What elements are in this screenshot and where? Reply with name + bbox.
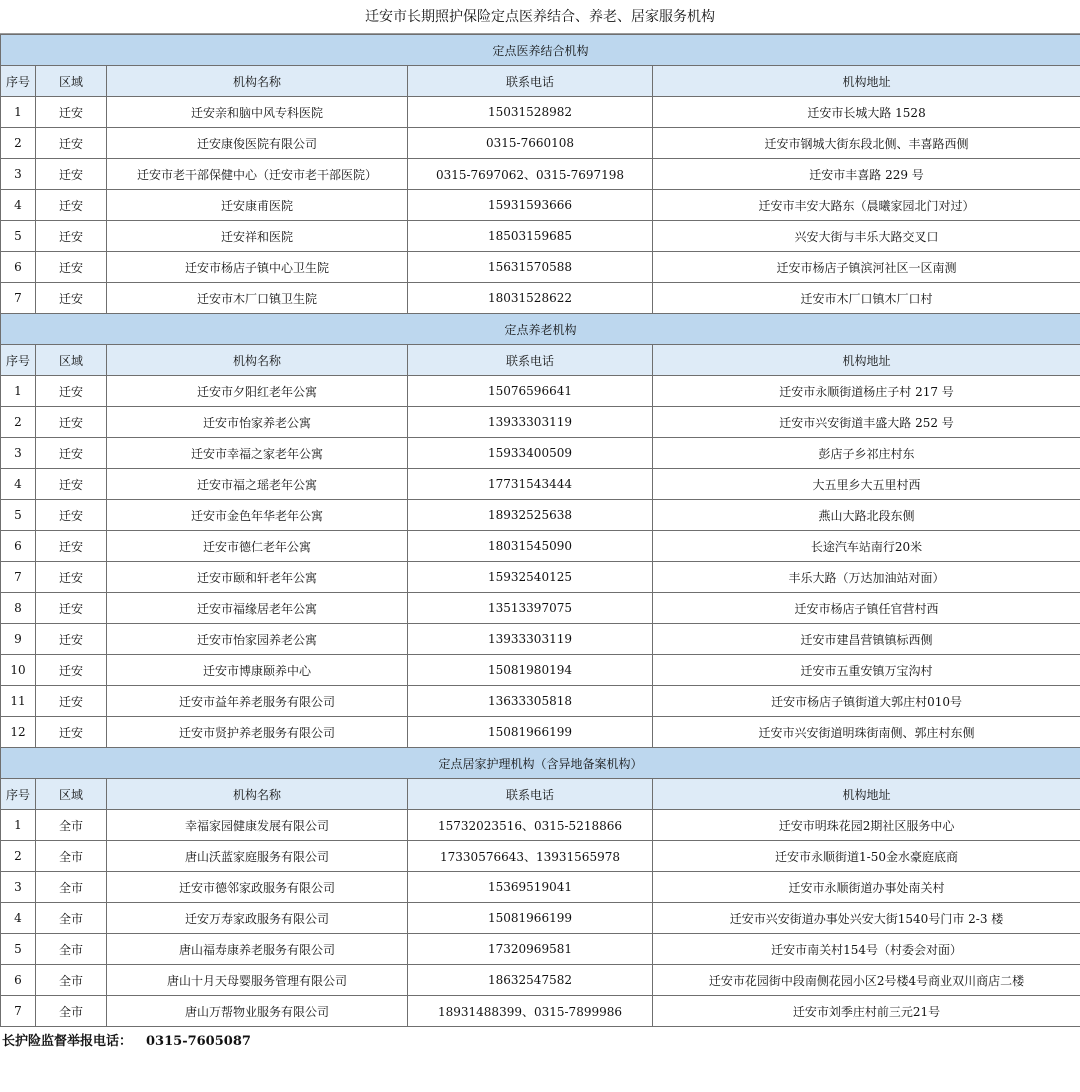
- row-index-cell: 2: [1, 841, 36, 872]
- row-index-cell: 5: [1, 221, 36, 252]
- phone-cell: 18503159685: [408, 221, 653, 252]
- phone-cell: 18031545090: [408, 531, 653, 562]
- address-cell: 迁安市刘季庄村前三元21号: [653, 996, 1080, 1027]
- region-cell: 迁安: [36, 531, 107, 562]
- row-index-cell: 9: [1, 624, 36, 655]
- row-index-cell: 6: [1, 531, 36, 562]
- table-row: [1, 934, 1080, 965]
- phone-cell: 13933303119: [408, 407, 653, 438]
- table-row: [1, 438, 1080, 469]
- phone-cell: 0315-7697062、0315-7697198: [408, 159, 653, 190]
- row-index-cell: 7: [1, 562, 36, 593]
- region-cell: 迁安: [36, 438, 107, 469]
- region-cell: 迁安: [36, 407, 107, 438]
- table-row: [1, 810, 1080, 841]
- column-header-name: 机构名称: [107, 779, 408, 810]
- phone-cell: 0315-7660108: [408, 128, 653, 159]
- address-cell: 迁安市永顺街道1-50金水豪庭底商: [653, 841, 1080, 872]
- section-header-row: [1, 35, 1080, 66]
- phone-cell: 18632547582: [408, 965, 653, 996]
- region-cell: 迁安: [36, 717, 107, 748]
- table-row: [1, 996, 1080, 1027]
- column-header-name: 机构名称: [107, 66, 408, 97]
- row-index-cell: 12: [1, 717, 36, 748]
- region-cell: 迁安: [36, 190, 107, 221]
- address-cell: 迁安市永顺街道杨庄子村 217 号: [653, 376, 1080, 407]
- address-cell: 迁安市杨店子镇街道大郭庄村010号: [653, 686, 1080, 717]
- phone-cell: 15931593666: [408, 190, 653, 221]
- address-cell: 迁安市丰安大路东（晨曦家园北门对过）: [653, 190, 1080, 221]
- phone-cell: 13933303119: [408, 624, 653, 655]
- name-cell: 幸福家园健康发展有限公司: [107, 810, 408, 841]
- address-cell: 长途汽车站南行20米: [653, 531, 1080, 562]
- address-cell: 迁安市木厂口镇木厂口村: [653, 283, 1080, 314]
- row-index-cell: 5: [1, 934, 36, 965]
- address-cell: 迁安市丰喜路 229 号: [653, 159, 1080, 190]
- table-row: [1, 376, 1080, 407]
- row-index-cell: 2: [1, 407, 36, 438]
- phone-cell: 15369519041: [408, 872, 653, 903]
- column-header-address: 机构地址: [653, 779, 1080, 810]
- table-row: [1, 159, 1080, 190]
- region-cell: 全市: [36, 934, 107, 965]
- table-row: [1, 531, 1080, 562]
- name-cell: 迁安市福之瑶老年公寓: [107, 469, 408, 500]
- address-cell: 迁安市明珠花园2期社区服务中心: [653, 810, 1080, 841]
- phone-cell: 15081980194: [408, 655, 653, 686]
- row-index-cell: 1: [1, 810, 36, 841]
- row-index-cell: 4: [1, 903, 36, 934]
- table-row: [1, 717, 1080, 748]
- column-header-row: [1, 345, 1080, 376]
- phone-cell: 15081966199: [408, 717, 653, 748]
- region-cell: 迁安: [36, 500, 107, 531]
- name-cell: 迁安市怡家养老公寓: [107, 407, 408, 438]
- row-index-cell: 7: [1, 283, 36, 314]
- phone-cell: 18931488399、0315-7899986: [408, 996, 653, 1027]
- table-row: [1, 190, 1080, 221]
- table-row: [1, 686, 1080, 717]
- name-cell: 迁安祥和医院: [107, 221, 408, 252]
- row-index-cell: 8: [1, 593, 36, 624]
- table-row: [1, 469, 1080, 500]
- table-row: [1, 965, 1080, 996]
- name-cell: 迁安市怡家园养老公寓: [107, 624, 408, 655]
- phone-cell: 13633305818: [408, 686, 653, 717]
- table-row: [1, 872, 1080, 903]
- footer-label: 长护险监督举报电话：: [2, 1034, 133, 1049]
- column-header-index: 序号: [1, 779, 36, 810]
- table-row: [1, 221, 1080, 252]
- name-cell: 唐山万帮物业服务有限公司: [107, 996, 408, 1027]
- phone-cell: 13513397075: [408, 593, 653, 624]
- table-row: [1, 500, 1080, 531]
- footer-note: [0, 1027, 1080, 1057]
- phone-cell: 18932525638: [408, 500, 653, 531]
- region-cell: 迁安: [36, 97, 107, 128]
- name-cell: 唐山十月天母婴服务管理有限公司: [107, 965, 408, 996]
- phone-cell: 15933400509: [408, 438, 653, 469]
- footer-phone: 0315-7605087: [146, 1034, 251, 1049]
- region-cell: 迁安: [36, 469, 107, 500]
- region-cell: 全市: [36, 872, 107, 903]
- region-cell: 全市: [36, 965, 107, 996]
- institution-table: [0, 34, 1080, 1027]
- address-cell: 迁安市长城大路 1528: [653, 97, 1080, 128]
- name-cell: 唐山沃蓝家庭服务有限公司: [107, 841, 408, 872]
- table-row: [1, 562, 1080, 593]
- address-cell: 迁安市杨店子镇滨河社区一区南测: [653, 252, 1080, 283]
- address-cell: 迁安市兴安街道办事处兴安大街1540号门市 2-3 楼: [653, 903, 1080, 934]
- row-index-cell: 11: [1, 686, 36, 717]
- name-cell: 迁安万寿家政服务有限公司: [107, 903, 408, 934]
- row-index-cell: 5: [1, 500, 36, 531]
- row-index-cell: 10: [1, 655, 36, 686]
- region-cell: 迁安: [36, 221, 107, 252]
- section-header-row: [1, 314, 1080, 345]
- row-index-cell: 1: [1, 97, 36, 128]
- name-cell: 迁安市木厂口镇卫生院: [107, 283, 408, 314]
- column-header-phone: 联系电话: [408, 779, 653, 810]
- address-cell: 迁安市五重安镇万宝沟村: [653, 655, 1080, 686]
- column-header-row: [1, 779, 1080, 810]
- row-index-cell: 6: [1, 252, 36, 283]
- address-cell: 迁安市兴安街道丰盛大路 252 号: [653, 407, 1080, 438]
- name-cell: 迁安市贤护养老服务有限公司: [107, 717, 408, 748]
- column-header-index: 序号: [1, 66, 36, 97]
- phone-cell: 15076596641: [408, 376, 653, 407]
- region-cell: 迁安: [36, 128, 107, 159]
- phone-cell: 15081966199: [408, 903, 653, 934]
- table-row: [1, 283, 1080, 314]
- row-index-cell: 3: [1, 872, 36, 903]
- address-cell: 迁安市建昌营镇镇标西侧: [653, 624, 1080, 655]
- column-header-row: [1, 66, 1080, 97]
- name-cell: 迁安市金色年华老年公寓: [107, 500, 408, 531]
- row-index-cell: 2: [1, 128, 36, 159]
- column-header-region: 区域: [36, 779, 107, 810]
- address-cell: 迁安市钢城大街东段北侧、丰喜路西侧: [653, 128, 1080, 159]
- region-cell: 迁安: [36, 655, 107, 686]
- row-index-cell: 4: [1, 190, 36, 221]
- column-header-address: 机构地址: [653, 66, 1080, 97]
- region-cell: 迁安: [36, 686, 107, 717]
- column-header-region: 区域: [36, 66, 107, 97]
- section-header-row: [1, 748, 1080, 779]
- row-index-cell: 1: [1, 376, 36, 407]
- name-cell: 迁安市颐和轩老年公寓: [107, 562, 408, 593]
- name-cell: 迁安康俊医院有限公司: [107, 128, 408, 159]
- region-cell: 迁安: [36, 159, 107, 190]
- row-index-cell: 7: [1, 996, 36, 1027]
- column-header-phone: 联系电话: [408, 345, 653, 376]
- name-cell: 迁安康甫医院: [107, 190, 408, 221]
- name-cell: 迁安市幸福之家老年公寓: [107, 438, 408, 469]
- table-row: [1, 97, 1080, 128]
- address-cell: 迁安市兴安街道明珠街南侧、郭庄村东侧: [653, 717, 1080, 748]
- address-cell: 燕山大路北段东侧: [653, 500, 1080, 531]
- region-cell: 迁安: [36, 593, 107, 624]
- region-cell: 迁安: [36, 283, 107, 314]
- row-index-cell: 3: [1, 159, 36, 190]
- section-title: 定点医养结合机构: [1, 35, 1080, 66]
- phone-cell: 17731543444: [408, 469, 653, 500]
- name-cell: 迁安市老干部保健中心（迁安市老干部医院）: [107, 159, 408, 190]
- sheet-title: 迁安市长期照护保险定点医养结合、养老、居家服务机构: [0, 0, 1080, 34]
- phone-cell: 18031528622: [408, 283, 653, 314]
- address-cell: 兴安大街与丰乐大路交叉口: [653, 221, 1080, 252]
- column-header-name: 机构名称: [107, 345, 408, 376]
- name-cell: 迁安市福缘居老年公寓: [107, 593, 408, 624]
- table-row: [1, 903, 1080, 934]
- section-title: 定点养老机构: [1, 314, 1080, 345]
- name-cell: 迁安市夕阳红老年公寓: [107, 376, 408, 407]
- table-row: [1, 252, 1080, 283]
- address-cell: 大五里乡大五里村西: [653, 469, 1080, 500]
- region-cell: 全市: [36, 841, 107, 872]
- address-cell: 彭店子乡祁庄村东: [653, 438, 1080, 469]
- column-header-phone: 联系电话: [408, 66, 653, 97]
- table-body: [1, 35, 1080, 1027]
- table-row: [1, 655, 1080, 686]
- table-row: [1, 841, 1080, 872]
- table-row: [1, 407, 1080, 438]
- address-cell: 丰乐大路（万达加油站对面）: [653, 562, 1080, 593]
- region-cell: 全市: [36, 996, 107, 1027]
- region-cell: 迁安: [36, 624, 107, 655]
- row-index-cell: 3: [1, 438, 36, 469]
- table-row: [1, 128, 1080, 159]
- phone-cell: 15732023516、0315-5218866: [408, 810, 653, 841]
- phone-cell: 15031528982: [408, 97, 653, 128]
- phone-cell: 17320969581: [408, 934, 653, 965]
- row-index-cell: 4: [1, 469, 36, 500]
- name-cell: 迁安市杨店子镇中心卫生院: [107, 252, 408, 283]
- table-row: [1, 624, 1080, 655]
- name-cell: 迁安市益年养老服务有限公司: [107, 686, 408, 717]
- address-cell: 迁安市杨店子镇任官营村西: [653, 593, 1080, 624]
- name-cell: 迁安亲和脑中风专科医院: [107, 97, 408, 128]
- section-title: 定点居家护理机构（含异地备案机构）: [1, 748, 1080, 779]
- address-cell: 迁安市南关村154号（村委会对面）: [653, 934, 1080, 965]
- phone-cell: 15631570588: [408, 252, 653, 283]
- name-cell: 迁安市博康颐养中心: [107, 655, 408, 686]
- row-index-cell: 6: [1, 965, 36, 996]
- region-cell: 全市: [36, 810, 107, 841]
- region-cell: 迁安: [36, 562, 107, 593]
- name-cell: 迁安市德邻家政服务有限公司: [107, 872, 408, 903]
- region-cell: 迁安: [36, 252, 107, 283]
- name-cell: 迁安市德仁老年公寓: [107, 531, 408, 562]
- column-header-region: 区域: [36, 345, 107, 376]
- column-header-address: 机构地址: [653, 345, 1080, 376]
- name-cell: 唐山福寿康养老服务有限公司: [107, 934, 408, 965]
- address-cell: 迁安市永顺街道办事处南关村: [653, 872, 1080, 903]
- phone-cell: 15932540125: [408, 562, 653, 593]
- region-cell: 全市: [36, 903, 107, 934]
- address-cell: 迁安市花园街中段南侧花园小区2号楼4号商业双川商店二楼: [653, 965, 1080, 996]
- column-header-index: 序号: [1, 345, 36, 376]
- table-row: [1, 593, 1080, 624]
- phone-cell: 17330576643、13931565978: [408, 841, 653, 872]
- region-cell: 迁安: [36, 376, 107, 407]
